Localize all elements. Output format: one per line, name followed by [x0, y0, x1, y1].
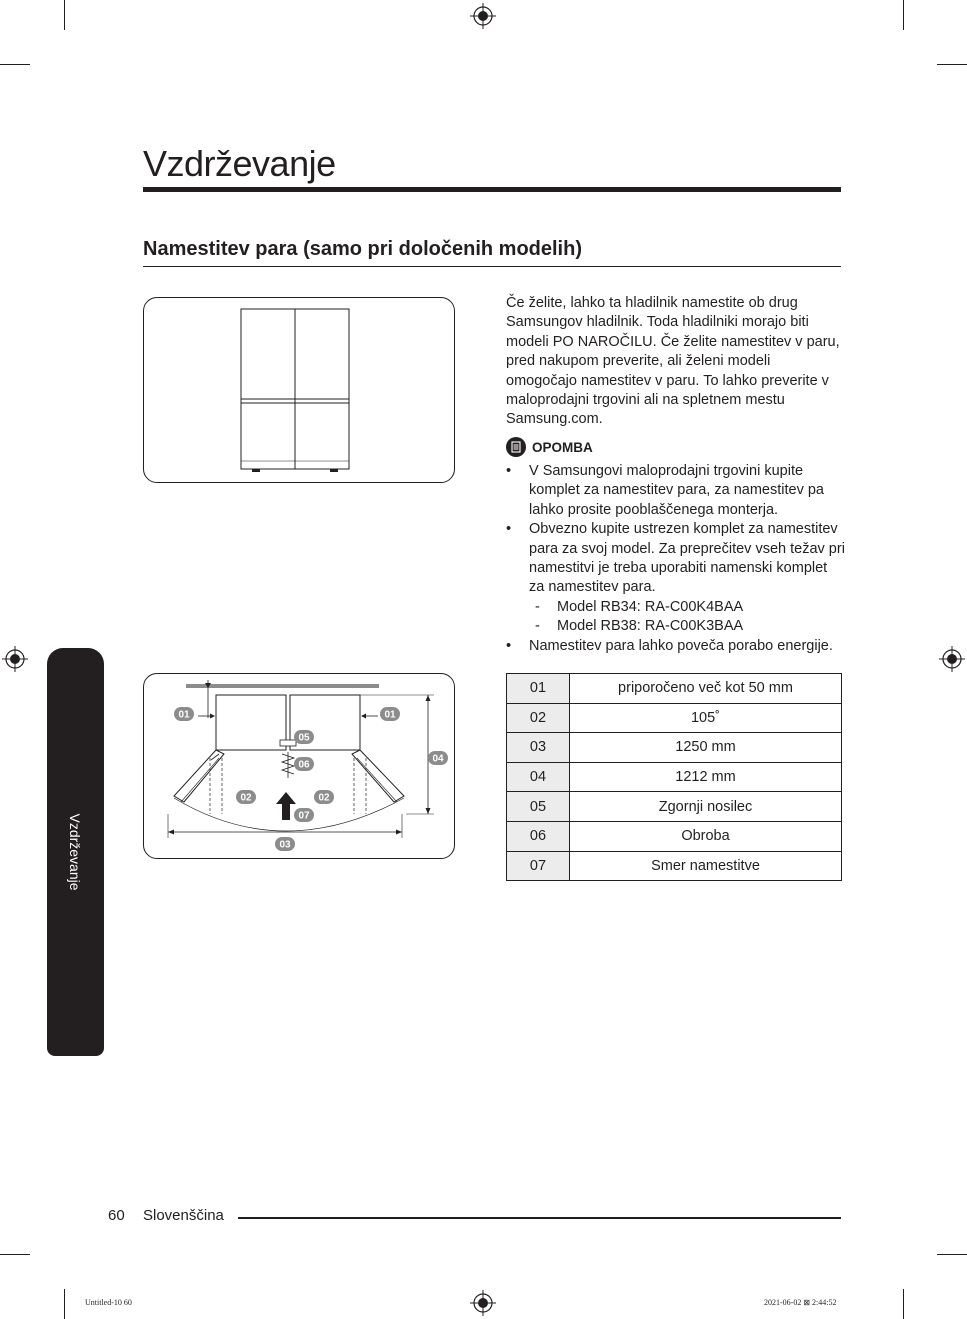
slug-right: 2021-06-02 ⊠ 2:44:52	[764, 1298, 837, 1307]
crop-mark	[64, 1289, 65, 1319]
legend-code: 04	[507, 762, 570, 792]
dash-mark: -	[535, 598, 540, 615]
model-text: Model RB34: RA-C00K4BAA	[557, 598, 744, 615]
page-title: Vzdrževanje	[143, 143, 336, 184]
crop-mark	[903, 0, 904, 30]
table-row	[507, 821, 842, 851]
side-tab-label: Vzdrževanje	[67, 813, 83, 891]
slug-left: Untitled-10 60	[85, 1298, 132, 1307]
legend-text: 1212 mm	[570, 762, 842, 792]
bullet-mark: •	[506, 637, 512, 654]
crop-mark	[64, 0, 65, 30]
model-item	[535, 598, 846, 617]
legend-code: 07	[507, 851, 570, 881]
section-title: Namestitev para (samo pri določenih modelih)	[143, 238, 582, 260]
title-rule	[143, 187, 841, 192]
bullet-mark: •	[506, 521, 512, 538]
table-row	[507, 851, 842, 881]
installation-diagram	[143, 673, 455, 859]
callout-02-right: 02	[318, 792, 330, 804]
model-text: Model RB38: RA-C00K3BAA	[557, 618, 744, 635]
footer-rule	[238, 1217, 841, 1219]
list-item	[506, 520, 846, 636]
crop-mark	[0, 64, 30, 65]
table-row	[507, 733, 842, 763]
intro-text: Če želite, lahko ta hladilnik namestite ob drug Samsungov hladilnik. Toda hladilniki morajo biti modeli PO NAROČILU. Če želite namestitev v paru, pred nakupom preverite, ali želeni modeli omogočajo namestitev v paru. To lahko preverite v maloprodajni trgovini ali na spletnem mestu Samsung.com.	[506, 295, 840, 428]
section-rule	[143, 266, 841, 267]
legend-text: Zgornji nosilec	[570, 792, 842, 822]
registration-mark-icon	[470, 3, 496, 29]
note-icon	[506, 437, 526, 457]
legend-code: 01	[507, 674, 570, 704]
callout-04: 04	[432, 753, 444, 765]
list-item	[506, 637, 846, 656]
note-label: OPOMBA	[532, 439, 593, 455]
model-list	[529, 598, 846, 637]
callout-03: 03	[279, 839, 291, 851]
legend-code: 02	[507, 703, 570, 733]
fridge-figure	[143, 297, 455, 483]
legend-text: 105˚	[570, 703, 842, 733]
list-item-text: V Samsungovi maloprodajni trgovini kupite komplet za namestitev para, za namestitev pa lahko prosite pooblaščenega monterja.	[529, 463, 824, 518]
note-heading	[506, 437, 593, 457]
registration-mark-icon	[470, 1290, 496, 1316]
legend-text: priporočeno več kot 50 mm	[570, 674, 842, 704]
fridge-front-illustration	[144, 298, 456, 484]
registration-mark-icon	[939, 646, 965, 672]
legend-text: 1250 mm	[570, 733, 842, 763]
callout-06: 06	[298, 759, 310, 771]
list-item-text: Namestitev para lahko poveča porabo energije.	[529, 637, 833, 654]
top-view-diagram	[144, 674, 456, 860]
table-row	[507, 762, 842, 792]
callout-07: 07	[298, 810, 310, 822]
list-item	[506, 462, 846, 520]
legend-table	[506, 673, 842, 881]
dash-mark: -	[535, 618, 540, 635]
crop-mark	[0, 1254, 30, 1255]
table-row	[507, 703, 842, 733]
crop-mark	[937, 64, 967, 65]
callout-05: 05	[298, 732, 310, 744]
registration-mark-icon	[2, 646, 28, 672]
note-list	[506, 462, 846, 656]
table-row	[507, 792, 842, 822]
model-item	[535, 617, 846, 636]
language-label: Slovenščina	[143, 1207, 224, 1224]
legend-code: 05	[507, 792, 570, 822]
list-item-text: Obvezno kupite ustrezen komplet za namestitev para za svoj model. Za preprečitev vseh težav pri namestitvi je treba uporabiti namenski komplet za namestitev para.	[529, 521, 845, 596]
callout-02: 02	[240, 792, 252, 804]
legend-text: Smer namestitve	[570, 851, 842, 881]
table-row	[507, 674, 842, 704]
legend-code: 03	[507, 733, 570, 763]
legend-text: Obroba	[570, 821, 842, 851]
crop-mark	[903, 1289, 904, 1319]
crop-mark	[937, 1254, 967, 1255]
callout-01: 01	[178, 709, 190, 721]
legend-code: 06	[507, 821, 570, 851]
bullet-mark: •	[506, 463, 512, 479]
page-number: 60	[108, 1207, 125, 1224]
callout-01-right: 01	[384, 709, 396, 721]
